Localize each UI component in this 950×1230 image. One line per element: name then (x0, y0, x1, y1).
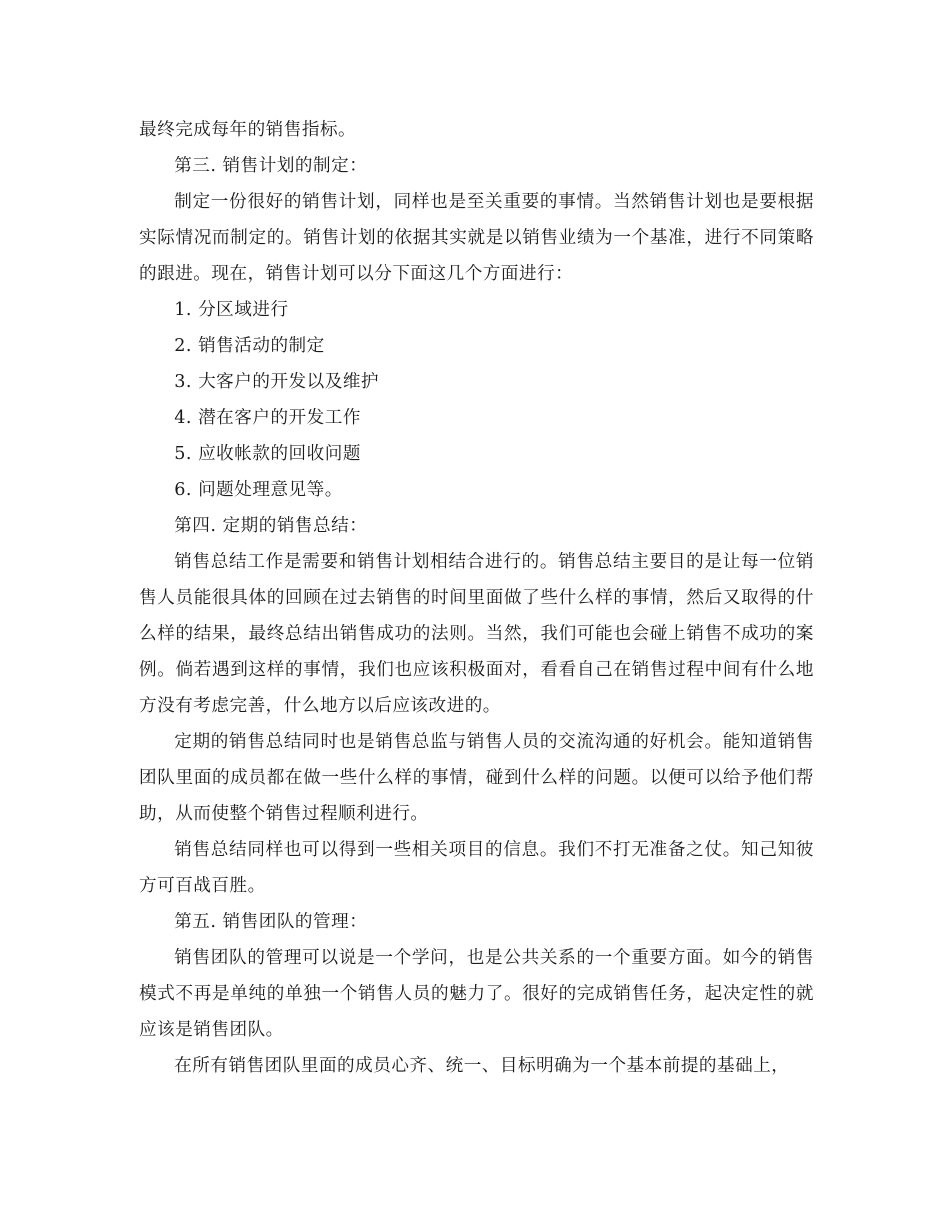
list-item: 1. 分区域进行 (174, 300, 289, 320)
paragraph: 销售团队的管理可以说是一个学问，也是公共关系的一个重要方面。如今的销售模式不再是单纯的单独一个销售人员的魅力了。很好的完成销售任务，起决定性的就应该是销售团队。 (139, 948, 814, 1040)
section-heading-5: 第五. 销售团队的管理： (174, 912, 368, 932)
list-item: 6. 问题处理意见等。 (174, 480, 343, 500)
list-item: 4. 潜在客户的开发工作 (174, 408, 361, 428)
paragraph-continuation: 最终完成每年的销售指标。 (139, 120, 357, 140)
paragraph: 在所有销售团队里面的成员心齐、统一、目标明确为一个基本前提的基础上， (174, 1056, 790, 1076)
document-body (139, 112, 814, 1084)
list-item: 5. 应收帐款的回收问题 (174, 444, 361, 464)
section-heading-3: 第三. 销售计划的制定： (174, 156, 368, 176)
paragraph: 定期的销售总结同时也是销售总监与销售人员的交流沟通的好机会。能知道销售团队里面的成员都在做一些什么样的事情，碰到什么样的问题。以便可以给予他们帮助，从而使整个销售过程顺利进行。 (139, 732, 814, 824)
paragraph: 销售总结工作是需要和销售计划相结合进行的。销售总结主要目的是让每一位销售人员能很具体的回顾在过去销售的时间里面做了些什么样的事情，然后又取得的什么样的结果，最终总结出销售成功的法则。当然，我们可能也会碰上销售不成功的案例。倘若遇到这样的事情，我们也应该积极面对，看看自己在销售过程中间有什么地方没有考虑完善，什么地方以后应该改进的。 (139, 552, 814, 716)
list-item: 3. 大客户的开发以及维护 (174, 372, 380, 392)
paragraph: 制定一份很好的销售计划，同样也是至关重要的事情。当然销售计划也是要根据实际情况而制定的。销售计划的依据其实就是以销售业绩为一个基准，进行不同策略的跟进。现在，销售计划可以分下面这几个方面进行： (139, 192, 814, 284)
section-heading-4: 第四. 定期的销售总结： (174, 516, 368, 536)
list-item: 2. 销售活动的制定 (174, 336, 325, 356)
paragraph: 销售总结同样也可以得到一些相关项目的信息。我们不打无准备之仗。知己知彼方可百战百胜。 (139, 840, 814, 896)
